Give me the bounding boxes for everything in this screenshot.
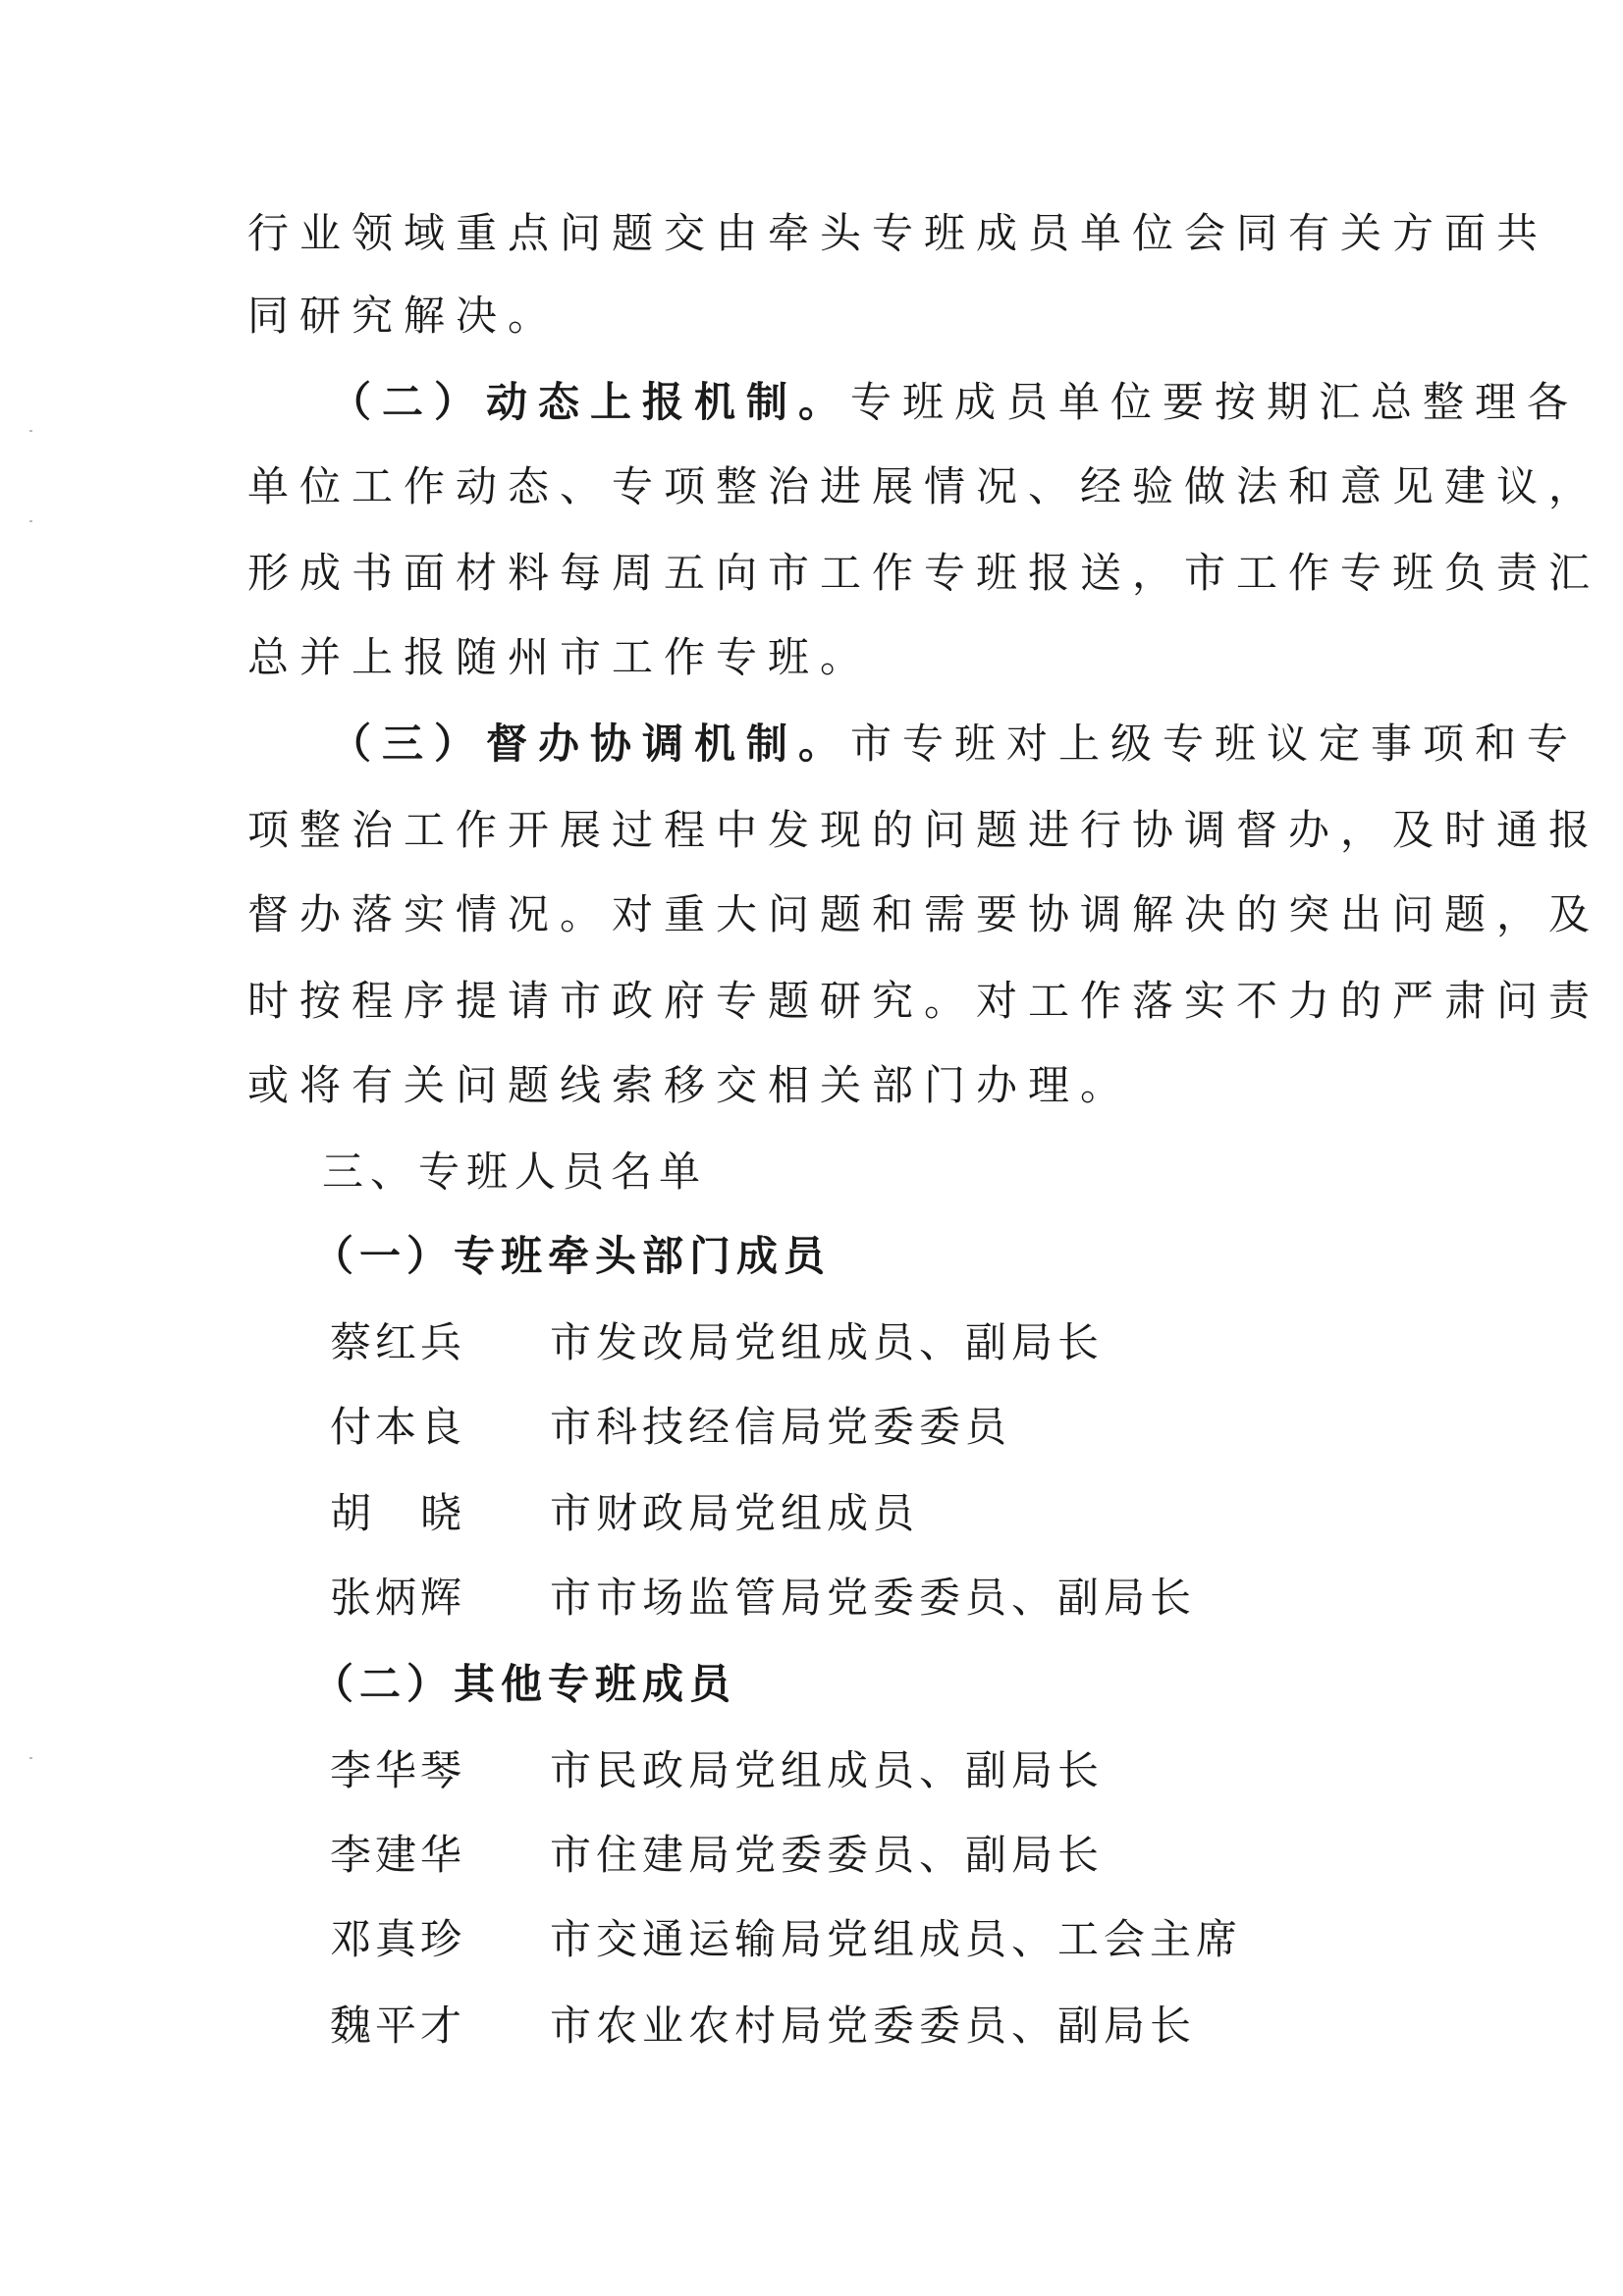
member-name: 张炳辉 — [330, 1574, 466, 1622]
member-role: 市发改局党组成员、副局长 — [550, 1318, 1105, 1366]
scan-margin-mark — [29, 430, 32, 432]
paragraph-line — [330, 375, 1579, 430]
paragraph-subtitle: （三）督办协调机制。 — [330, 720, 851, 768]
paragraph-line: 行业领域重点问题交由牵头专班成员单位会同有关方面共 — [247, 209, 1549, 257]
member-role: 市住建局党委委员、副局长 — [550, 1831, 1105, 1879]
paragraph-line: 总并上报随州市工作专班。 — [247, 633, 873, 681]
paragraph-line: 形成书面材料每周五向市工作专班报送，市工作专班负责汇 — [247, 549, 1601, 597]
paragraph-line: 督办落实情况。对重大问题和需要协调解决的突出问题，及 — [247, 890, 1601, 938]
scan-margin-mark — [29, 520, 32, 522]
member-role: 市财政局党组成员 — [550, 1489, 920, 1537]
scan-margin-mark — [29, 1757, 32, 1759]
member-name: 李建华 — [330, 1831, 466, 1879]
member-name: 魏平才 — [330, 2002, 466, 2050]
member-role: 市科技经信局党委委员 — [550, 1403, 1012, 1451]
paragraph-text: 市专班对上级专班议定事项和专 — [850, 720, 1580, 768]
member-role: 市民政局党组成员、副局长 — [550, 1746, 1105, 1794]
member-role: 市交通运输局党组成员、工会主席 — [550, 1915, 1243, 1963]
member-role: 市市场监管局党委委员、副局长 — [550, 1574, 1197, 1622]
paragraph-line — [330, 717, 1579, 772]
paragraph-line: 时按程序提请市政府专题研究。对工作落实不力的严肃问责 — [247, 977, 1601, 1025]
member-name: 李华琴 — [330, 1746, 466, 1794]
member-name: 付本良 — [330, 1403, 466, 1451]
member-role: 市农业农村局党委委员、副局长 — [550, 2002, 1197, 2050]
member-name: 邓真珍 — [330, 1915, 466, 1963]
section-heading: 三、专班人员名单 — [322, 1148, 708, 1196]
group-title: （一）专班牵头部门成员 — [312, 1232, 832, 1280]
paragraph-line: 单位工作动态、专项整治进展情况、经验做法和意见建议， — [247, 462, 1601, 510]
paragraph-line: 同研究解决。 — [247, 292, 561, 340]
paragraph-line: 项整治工作开展过程中发现的问题进行协调督办，及时通报 — [247, 806, 1601, 854]
paragraph-subtitle: （二）动态上报机制。 — [330, 378, 851, 426]
paragraph-text: 专班成员单位要按期汇总整理各 — [850, 378, 1580, 426]
member-name: 胡 晓 — [330, 1489, 466, 1537]
group-title: （二）其他专班成员 — [312, 1660, 737, 1708]
member-name: 蔡红兵 — [330, 1318, 466, 1366]
paragraph-line: 或将有关问题线索移交相关部门办理。 — [247, 1061, 1133, 1109]
